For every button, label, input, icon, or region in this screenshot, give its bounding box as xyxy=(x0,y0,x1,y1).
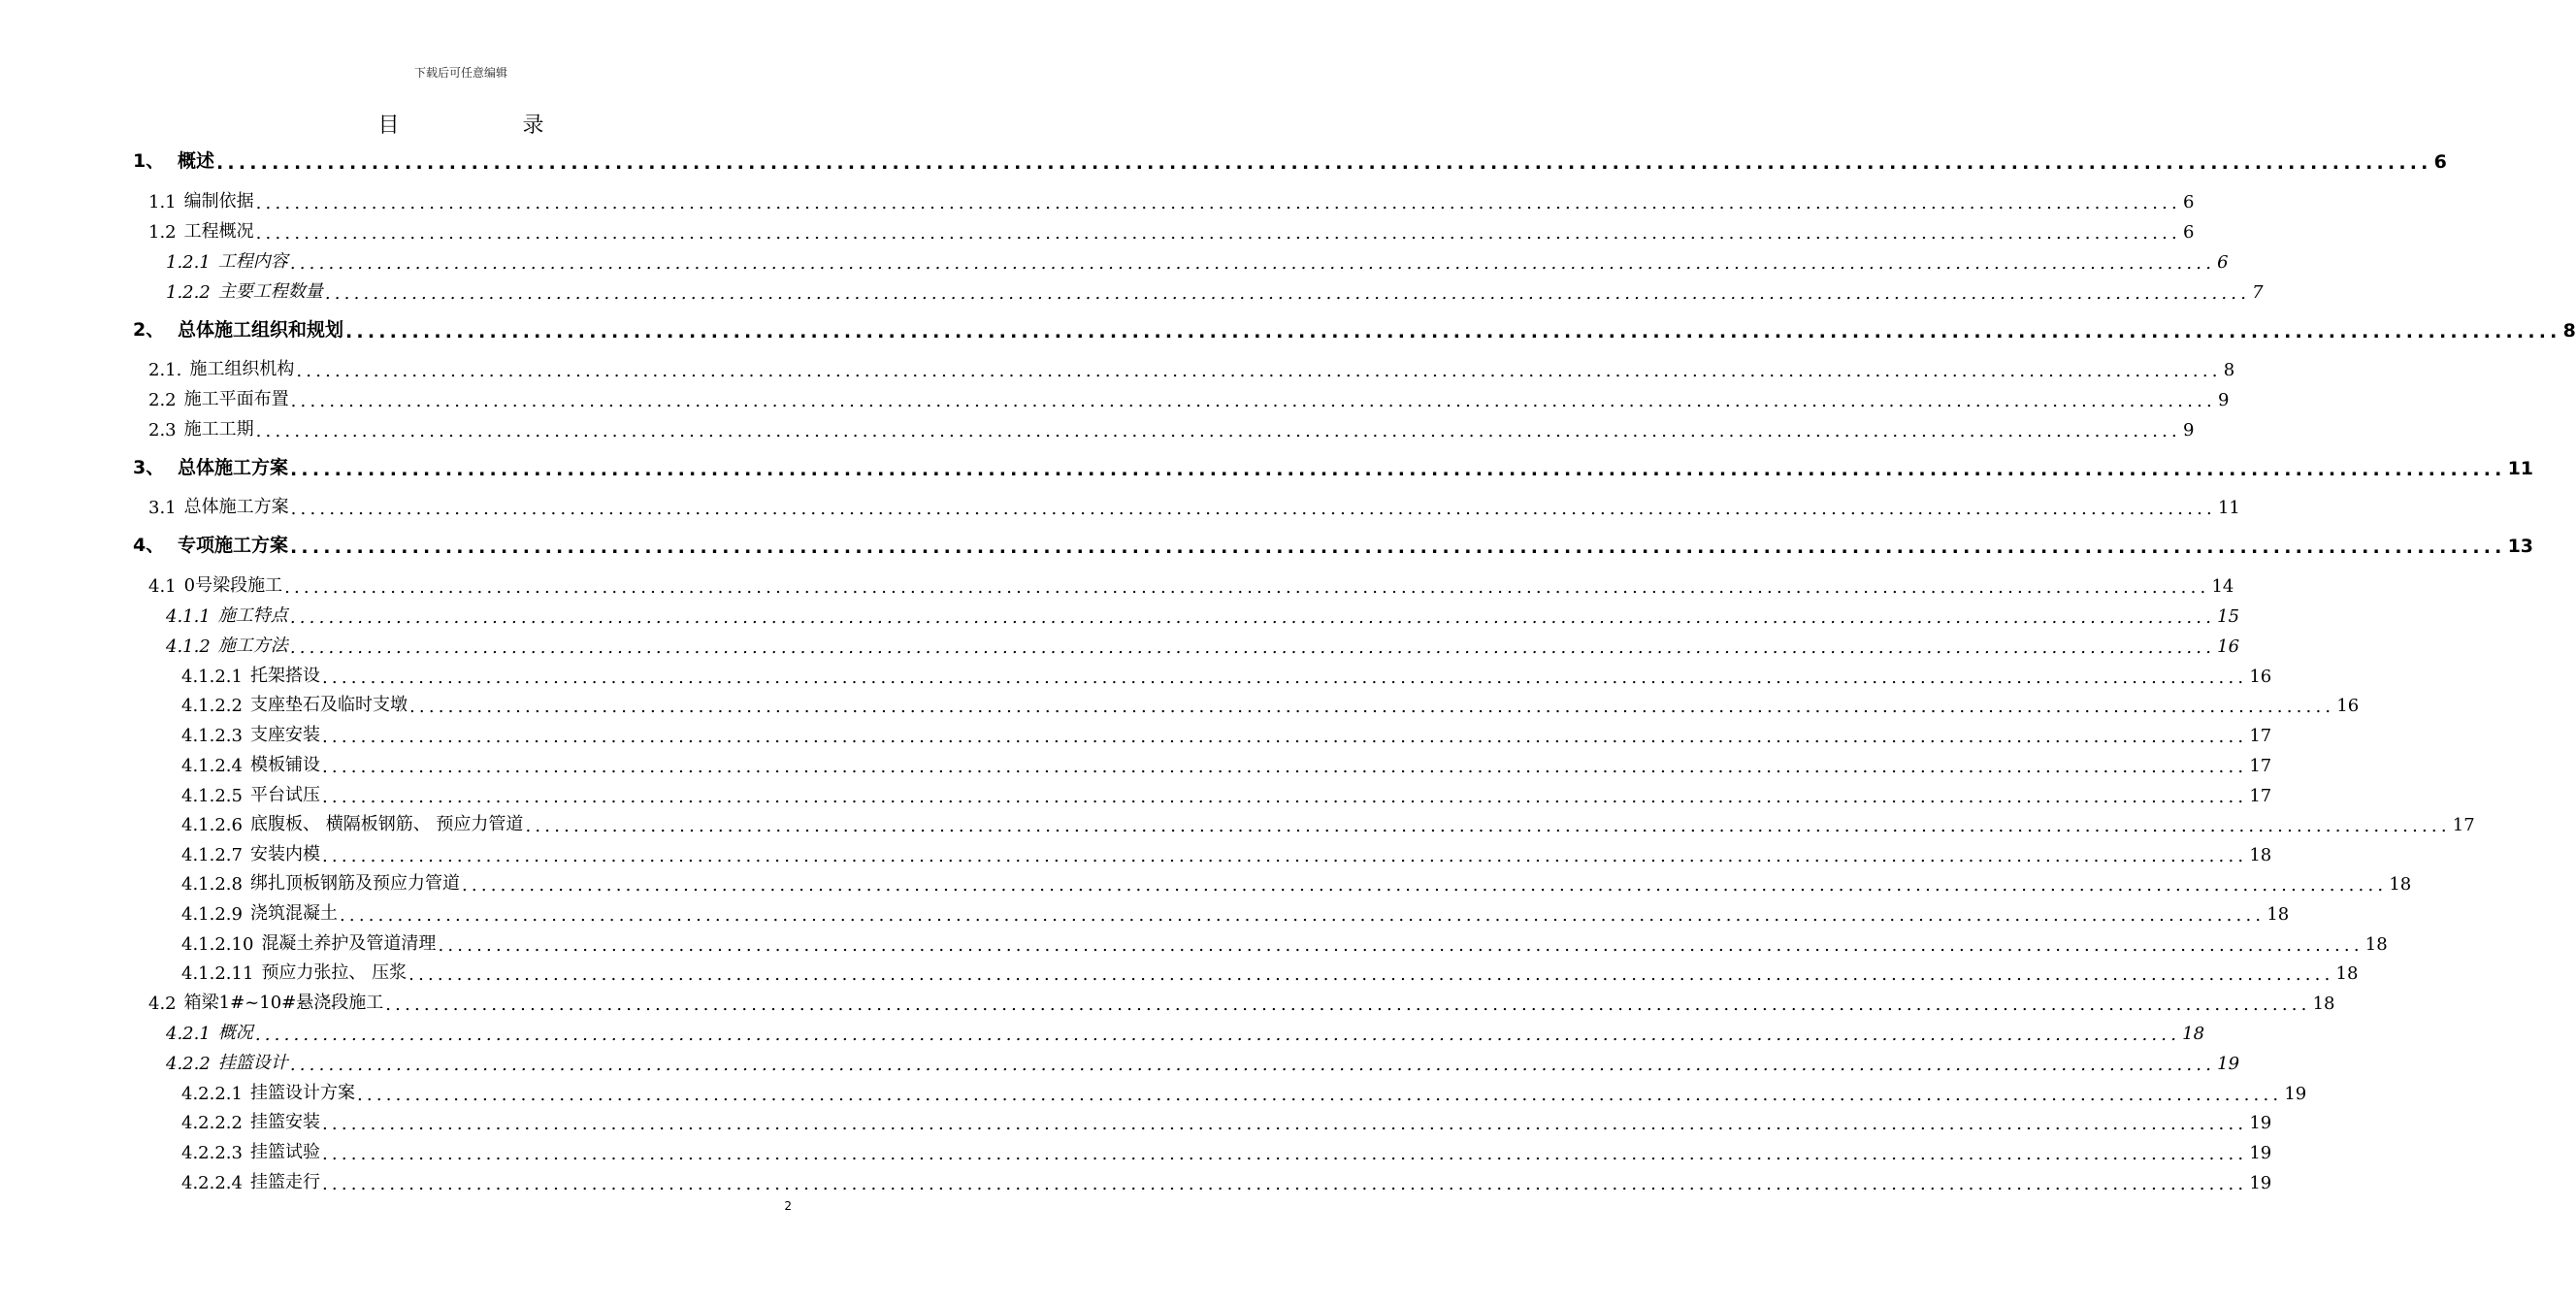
toc-entry-number: 1.2 xyxy=(148,222,177,243)
toc-leader-dots: ........................................................................................................................................................................................................ xyxy=(438,935,2364,956)
toc-entry-title: 底腹板、 横隔板钢筋、 预应力管道 xyxy=(249,814,524,834)
toc-entry-page: 19 xyxy=(2217,1054,2240,1074)
toc-entry-title: 施工平面布置 xyxy=(183,389,289,409)
toc-entry[interactable] xyxy=(148,415,2195,441)
toc-leader-dots: ........................................................................................................................................................................................................ xyxy=(321,846,2248,866)
toc-entry[interactable] xyxy=(181,691,2360,717)
toc-entry-page: 18 xyxy=(2389,874,2412,895)
toc-entry-number: 4.1.1 xyxy=(166,606,211,627)
toc-entry[interactable] xyxy=(181,929,2388,956)
toc-leader-dots: ........................................................................................................................................................................................................ xyxy=(345,321,2561,342)
toc-entry-page: 9 xyxy=(2182,420,2195,440)
toc-entry-title: 平台试压 xyxy=(249,785,320,805)
toc-entry[interactable] xyxy=(148,217,2195,244)
toc-entry[interactable] xyxy=(148,989,2335,1015)
toc-leader-dots: ........................................................................................................................................................................................................ xyxy=(321,787,2248,807)
toc-entry-title: 总体施工组织和规划 xyxy=(178,319,344,341)
toc-entry-title: 施工组织机构 xyxy=(189,359,295,379)
toc-entry-page: 18 xyxy=(2335,963,2359,984)
toc-entry-page: 18 xyxy=(2364,934,2388,955)
toc-entry-page: 16 xyxy=(2336,696,2360,716)
toc-entry-title: 施工方法 xyxy=(217,636,288,656)
page-number: 2 xyxy=(784,1199,792,1213)
toc-entry-title: 工程概况 xyxy=(183,221,254,242)
toc-entry-number: 2.3 xyxy=(148,420,177,440)
toc-entry-number: 2、 xyxy=(133,319,165,341)
toc-title: 目 录 xyxy=(377,114,603,138)
toc-entry-title: 主要工程数量 xyxy=(217,281,323,302)
toc-entry-number: 4.1.2.3 xyxy=(181,726,243,746)
toc-entry-number: 3.1 xyxy=(148,498,177,518)
toc-entry-page: 16 xyxy=(2217,636,2240,657)
toc-entry-page: 19 xyxy=(2249,1143,2272,1163)
toc-entry-title: 概述 xyxy=(178,150,215,172)
toc-entry-title: 挂篮走行 xyxy=(249,1172,320,1192)
toc-leader-dots: ........................................................................................................................................................................................................ xyxy=(254,1025,2181,1045)
toc-leader-dots: ........................................................................................................................................................................................................ xyxy=(255,223,2181,244)
toc-entry[interactable] xyxy=(166,602,2240,628)
toc-entry[interactable] xyxy=(148,187,2195,213)
toc-leader-dots: ........................................................................................................................................................................................................ xyxy=(296,361,2222,381)
toc-entry-title: 施工特点 xyxy=(217,605,288,626)
toc-entry-page: 18 xyxy=(2312,994,2335,1014)
toc-entry-page: 15 xyxy=(2217,606,2240,627)
toc-entry[interactable] xyxy=(166,1019,2205,1045)
toc-entry-number: 1.1 xyxy=(148,192,177,212)
toc-leader-dots: ........................................................................................................................................................................................................ xyxy=(290,537,2506,558)
toc-entry-page: 14 xyxy=(2211,576,2234,597)
toc-entry-title: 挂篮安装 xyxy=(249,1112,320,1132)
toc-leader-dots: ........................................................................................................................................................................................................ xyxy=(385,994,2311,1015)
toc-leader-dots: ........................................................................................................................................................................................................ xyxy=(408,964,2334,985)
toc-entry-number: 2.2 xyxy=(148,390,177,410)
toc-leader-dots: ........................................................................................................................................................................................................ xyxy=(255,421,2181,441)
toc-entry[interactable] xyxy=(181,781,2272,807)
toc-entry-page: 8 xyxy=(2562,320,2576,342)
toc-entry[interactable] xyxy=(133,147,2447,174)
toc-entry[interactable] xyxy=(181,662,2272,688)
toc-entry[interactable] xyxy=(181,1138,2272,1164)
toc-entry-number: 4.2.2.2 xyxy=(181,1113,243,1133)
toc-entry-number: 4、 xyxy=(133,535,165,556)
toc-entry-page: 16 xyxy=(2249,667,2272,687)
toc-entry-title: 概况 xyxy=(217,1023,253,1043)
toc-leader-dots: ........................................................................................................................................................................................................ xyxy=(290,499,2216,519)
header-note: 下载后可任意编辑 xyxy=(413,66,507,80)
toc-entry-number: 4.2.1 xyxy=(166,1024,211,1044)
toc-entry-number: 4.1.2.10 xyxy=(181,934,254,955)
toc-entry[interactable] xyxy=(181,840,2272,866)
toc-leader-dots: ........................................................................................................................................................................................................ xyxy=(289,607,2216,628)
toc-leader-dots: ........................................................................................................................................................................................................ xyxy=(289,637,2216,658)
toc-entry-number: 4.1.2.2 xyxy=(181,696,243,716)
toc-entry-title: 安装内模 xyxy=(249,844,320,864)
toc-entry-title: 托架搭设 xyxy=(249,666,320,686)
toc-entry-page: 19 xyxy=(2249,1113,2272,1133)
toc-leader-dots: ........................................................................................................................................................................................................ xyxy=(321,1144,2248,1164)
toc-entry-title: 挂篮设计方案 xyxy=(249,1083,355,1103)
toc-entry-number: 4.2 xyxy=(148,994,177,1014)
toc-entry[interactable] xyxy=(181,869,2412,896)
toc-entry-title: 编制依据 xyxy=(183,191,254,212)
toc-entry-number: 4.2.2.4 xyxy=(181,1173,243,1193)
toc-entry[interactable] xyxy=(148,493,2240,519)
toc-entry-title: 浇筑混凝土 xyxy=(249,903,338,924)
toc-entry[interactable] xyxy=(148,355,2235,381)
toc-leader-dots: ........................................................................................................................................................................................................ xyxy=(321,757,2248,777)
toc-leader-dots: ........................................................................................................................................................................................................ xyxy=(339,905,2266,926)
toc-entry[interactable] xyxy=(148,571,2234,598)
toc-entry[interactable] xyxy=(181,1108,2272,1134)
toc-entry-number: 1.2.2 xyxy=(166,282,211,303)
toc-leader-dots: ........................................................................................................................................................................................................ xyxy=(461,875,2388,896)
toc-entry-number: 1、 xyxy=(133,150,165,172)
toc-entry-page: 18 xyxy=(2182,1024,2205,1044)
toc-leader-dots: ........................................................................................................................................................................................................ xyxy=(324,283,2251,304)
toc-entry-title: 支座安装 xyxy=(249,725,320,745)
toc-entry-page: 13 xyxy=(2507,536,2534,557)
toc-entry[interactable] xyxy=(181,1079,2307,1105)
toc-entry-page: 17 xyxy=(2452,815,2475,835)
toc-entry-page: 6 xyxy=(2217,252,2229,273)
toc-entry-page: 19 xyxy=(2284,1084,2307,1104)
toc-entry-title: 混凝土养护及管道清理 xyxy=(261,933,437,954)
toc-entry-title: 预应力张拉、 压浆 xyxy=(261,962,408,983)
toc-entry[interactable] xyxy=(148,385,2230,411)
toc-entry-number: 4.1.2.1 xyxy=(181,667,243,687)
toc-entry[interactable] xyxy=(181,810,2475,836)
toc-entry[interactable] xyxy=(166,1049,2240,1075)
toc-entry-number: 3、 xyxy=(133,457,165,478)
toc-leader-dots: ........................................................................................................................................................................................................ xyxy=(408,697,2335,717)
toc-leader-dots: ........................................................................................................................................................................................................ xyxy=(356,1085,2283,1105)
toc-entry-number: 4.1.2.7 xyxy=(181,845,243,865)
toc-entry-title: 专项施工方案 xyxy=(178,535,289,556)
toc-entry-number: 4.1 xyxy=(148,576,177,597)
toc-entry-title: 工程内容 xyxy=(217,251,288,272)
toc-entry[interactable] xyxy=(181,751,2272,777)
toc-entry-page: 17 xyxy=(2249,726,2272,746)
toc-leader-dots: ........................................................................................................................................................................................................ xyxy=(321,727,2248,747)
toc-entry[interactable] xyxy=(133,316,2576,342)
toc-entry-number: 4.1.2.11 xyxy=(181,963,254,984)
toc-entry-title: 总体施工方案 xyxy=(178,457,289,478)
toc-entry-page: 6 xyxy=(2182,222,2195,243)
toc-entry-title: 0号梁段施工 xyxy=(183,575,283,596)
toc-entry-number: 4.1.2.8 xyxy=(181,874,243,895)
toc-entry-page: 17 xyxy=(2249,756,2272,776)
toc-leader-dots: ........................................................................................................................................................................................................ xyxy=(290,391,2216,411)
toc-leader-dots: ........................................................................................................................................................................................................ xyxy=(321,1174,2248,1194)
toc-entry-number: 4.2.2.1 xyxy=(181,1084,243,1104)
toc-leader-dots: ........................................................................................................................................................................................................ xyxy=(216,152,2432,174)
toc-entry[interactable] xyxy=(181,1168,2272,1194)
toc-entry-page: 11 xyxy=(2217,498,2240,518)
toc-entry-number: 4.1.2.6 xyxy=(181,815,243,835)
toc-leader-dots: ........................................................................................................................................................................................................ xyxy=(321,1114,2248,1134)
toc-entry[interactable] xyxy=(181,899,2290,926)
toc-entry-title: 模板铺设 xyxy=(249,755,320,775)
toc-entry-page: 7 xyxy=(2252,282,2264,303)
toc-entry-title: 施工工期 xyxy=(183,419,254,440)
toc-entry-number: 1.2.1 xyxy=(166,252,211,273)
toc-entry-number: 4.2.2.3 xyxy=(181,1143,243,1163)
toc-entry-page: 8 xyxy=(2223,360,2235,380)
toc-entry-page: 19 xyxy=(2249,1173,2272,1193)
toc-leader-dots: ........................................................................................................................................................................................................ xyxy=(289,253,2216,274)
toc-entry-number: 4.1.2.9 xyxy=(181,904,243,925)
toc-entry-title: 挂篮试验 xyxy=(249,1142,320,1162)
toc-entry[interactable] xyxy=(181,721,2272,747)
toc-entry-page: 9 xyxy=(2217,390,2230,410)
toc-leader-dots: ........................................................................................................................................................................................................ xyxy=(290,459,2506,480)
toc-entry-number: 4.1.2 xyxy=(166,636,211,657)
toc-entry-title: 支座垫石及临时支墩 xyxy=(249,695,408,715)
toc-entry-number: 4.1.2.5 xyxy=(181,786,243,806)
toc-entry-page: 18 xyxy=(2266,904,2290,925)
toc-entry-page: 17 xyxy=(2249,786,2272,806)
toc-leader-dots: ........................................................................................................................................................................................................ xyxy=(321,668,2248,688)
toc-entry-title: 挂篮设计 xyxy=(217,1053,288,1073)
toc-entry-page: 6 xyxy=(2182,192,2195,212)
toc-leader-dots: ........................................................................................................................................................................................................ xyxy=(284,577,2210,598)
toc-entry[interactable] xyxy=(133,454,2534,480)
toc-entry-title: 箱梁1#~10#悬浇段施工 xyxy=(183,993,384,1013)
toc-leader-dots: ........................................................................................................................................................................................................ xyxy=(289,1055,2216,1075)
toc-entry[interactable] xyxy=(166,247,2229,274)
toc-entry-page: 18 xyxy=(2249,845,2272,865)
toc-entry-title: 绑扎顶板钢筋及预应力管道 xyxy=(249,873,460,894)
toc-entry-page: 11 xyxy=(2507,458,2534,479)
toc-entry-number: 2.1. xyxy=(148,360,182,380)
toc-entry-page: 6 xyxy=(2433,151,2447,173)
toc-entry[interactable] xyxy=(166,277,2264,304)
toc-leader-dots: ........................................................................................................................................................................................................ xyxy=(255,193,2181,213)
toc-entry[interactable] xyxy=(133,532,2534,558)
toc-entry-title: 总体施工方案 xyxy=(183,497,289,517)
toc-entry[interactable] xyxy=(181,959,2359,985)
toc-leader-dots: ........................................................................................................................................................................................................ xyxy=(525,816,2451,836)
toc-entry-number: 4.2.2 xyxy=(166,1054,211,1074)
toc-entry-number: 4.1.2.4 xyxy=(181,756,243,776)
toc-entry[interactable] xyxy=(166,632,2240,658)
